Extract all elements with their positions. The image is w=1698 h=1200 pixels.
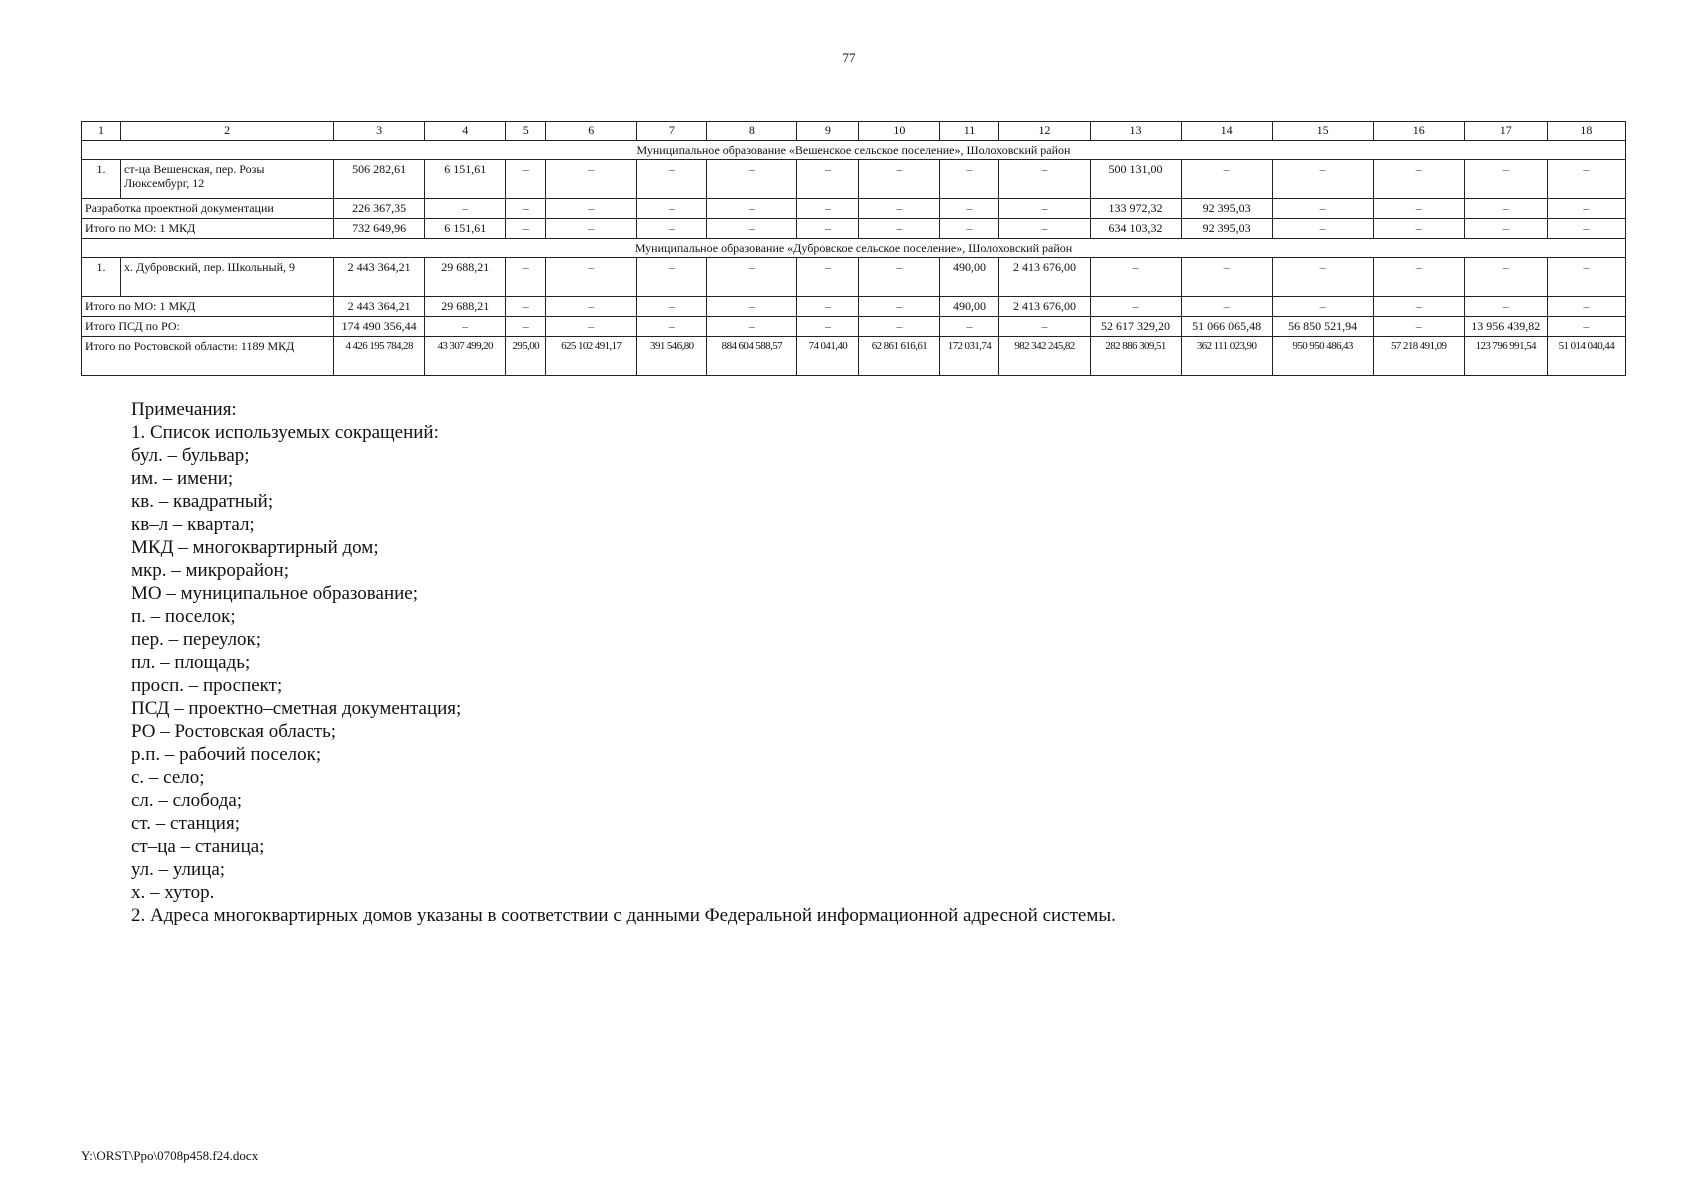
value-cell: – bbox=[637, 160, 707, 199]
value-cell: – bbox=[1464, 219, 1547, 239]
value-cell: 506 282,61 bbox=[334, 160, 425, 199]
value-cell: – bbox=[506, 219, 546, 239]
column-header: 18 bbox=[1547, 122, 1625, 141]
value-cell: – bbox=[1464, 199, 1547, 219]
value-cell: – bbox=[859, 258, 940, 297]
column-header: 5 bbox=[506, 122, 546, 141]
value-cell: – bbox=[506, 297, 546, 317]
column-header: 11 bbox=[940, 122, 999, 141]
column-header: 9 bbox=[797, 122, 859, 141]
total-row bbox=[82, 317, 1626, 337]
value-cell: – bbox=[859, 219, 940, 239]
total-label: Итого по Ростовской области: 1189 МКД bbox=[82, 337, 334, 376]
value-cell: – bbox=[637, 199, 707, 219]
value-cell: – bbox=[546, 199, 637, 219]
value-cell: – bbox=[707, 219, 797, 239]
row-address: ст-ца Вешенская, пер. Розы Люксембург, 12 bbox=[121, 160, 334, 199]
value-cell: – bbox=[1373, 317, 1464, 337]
value-cell: – bbox=[1373, 297, 1464, 317]
value-cell: – bbox=[999, 317, 1090, 337]
value-cell: – bbox=[859, 297, 940, 317]
value-cell: – bbox=[546, 258, 637, 297]
note-line: ст–ца – станица; bbox=[131, 836, 265, 857]
note-line: 1. Список используемых сокращений: bbox=[131, 422, 439, 443]
value-cell: 29 688,21 bbox=[425, 297, 506, 317]
value-cell: 51 014 040,44 bbox=[1547, 337, 1625, 376]
budget-table bbox=[81, 121, 1626, 376]
row-label: Итого по МО: 1 МКД bbox=[82, 219, 334, 239]
value-cell: 51 066 065,48 bbox=[1181, 317, 1272, 337]
value-cell: – bbox=[637, 317, 707, 337]
value-cell: 4 426 195 784,28 bbox=[334, 337, 425, 376]
value-cell: – bbox=[707, 258, 797, 297]
value-cell: – bbox=[859, 160, 940, 199]
value-cell: – bbox=[1272, 160, 1373, 199]
value-cell: – bbox=[637, 219, 707, 239]
note-line: ПСД – проектно–сметная документация; bbox=[131, 698, 462, 719]
row-label: Разработка проектной документации bbox=[82, 199, 334, 219]
note-line: МО – муниципальное образование; bbox=[131, 583, 419, 604]
value-cell: 391 546,80 bbox=[637, 337, 707, 376]
column-header: 15 bbox=[1272, 122, 1373, 141]
value-cell: – bbox=[999, 199, 1090, 219]
value-cell: – bbox=[999, 160, 1090, 199]
note-line: х. – хутор. bbox=[131, 882, 215, 903]
value-cell: 282 886 309,51 bbox=[1090, 337, 1181, 376]
value-cell: 982 342 245,82 bbox=[999, 337, 1090, 376]
value-cell: – bbox=[1272, 199, 1373, 219]
total-label: Итого ПСД по РО: bbox=[82, 317, 334, 337]
row-label: Итого по МО: 1 МКД bbox=[82, 297, 334, 317]
value-cell: – bbox=[797, 199, 859, 219]
note-line: МКД – многоквартирный дом; bbox=[131, 537, 379, 558]
value-cell: – bbox=[546, 219, 637, 239]
file-path-footer: Y:\ORST\Ppo\0708p458.f24.docx bbox=[81, 1148, 259, 1163]
value-cell: 92 395,03 bbox=[1181, 199, 1272, 219]
value-cell: 29 688,21 bbox=[425, 258, 506, 297]
table-row bbox=[82, 219, 1626, 239]
value-cell: 625 102 491,17 bbox=[546, 337, 637, 376]
note-line: РО – Ростовская область; bbox=[131, 721, 337, 742]
total-row bbox=[82, 337, 1626, 376]
column-header: 2 bbox=[121, 122, 334, 141]
value-cell: – bbox=[506, 160, 546, 199]
value-cell: 6 151,61 bbox=[425, 219, 506, 239]
value-cell: – bbox=[637, 297, 707, 317]
note-line: пер. – переулок; bbox=[131, 629, 262, 650]
note-line: п. – поселок; bbox=[131, 606, 236, 627]
value-cell: – bbox=[546, 297, 637, 317]
table-row bbox=[82, 297, 1626, 317]
notes-heading: Примечания: bbox=[131, 399, 237, 420]
column-header: 8 bbox=[707, 122, 797, 141]
note-line: просп. – проспект; bbox=[131, 675, 283, 696]
value-cell: – bbox=[797, 160, 859, 199]
value-cell: 13 956 439,82 bbox=[1464, 317, 1547, 337]
note-line: бул. – бульвар; bbox=[131, 445, 250, 466]
value-cell: 133 972,32 bbox=[1090, 199, 1181, 219]
note-line: кв–л – квартал; bbox=[131, 514, 255, 535]
page-number: 77 bbox=[842, 50, 856, 65]
value-cell: – bbox=[940, 160, 999, 199]
value-cell: – bbox=[506, 199, 546, 219]
value-cell: 2 443 364,21 bbox=[334, 297, 425, 317]
value-cell: 295,00 bbox=[506, 337, 546, 376]
value-cell: 500 131,00 bbox=[1090, 160, 1181, 199]
table-row bbox=[82, 199, 1626, 219]
value-cell: – bbox=[1547, 160, 1625, 199]
section-title-row bbox=[82, 239, 1626, 258]
section-title-row bbox=[82, 141, 1626, 160]
value-cell: – bbox=[707, 199, 797, 219]
note-line: ул. – улица; bbox=[131, 859, 226, 880]
table-body bbox=[82, 141, 1626, 376]
note-line: пл. – площадь; bbox=[131, 652, 251, 673]
value-cell: – bbox=[1272, 219, 1373, 239]
value-cell: – bbox=[1373, 199, 1464, 219]
value-cell: – bbox=[425, 317, 506, 337]
value-cell: 490,00 bbox=[940, 297, 999, 317]
value-cell: – bbox=[707, 160, 797, 199]
value-cell: – bbox=[1181, 160, 1272, 199]
notes-list bbox=[131, 421, 1116, 927]
value-cell: – bbox=[859, 317, 940, 337]
value-cell: – bbox=[1090, 258, 1181, 297]
value-cell: – bbox=[1373, 160, 1464, 199]
value-cell: – bbox=[999, 219, 1090, 239]
notes-block bbox=[131, 398, 1116, 927]
value-cell: 884 604 588,57 bbox=[707, 337, 797, 376]
value-cell: – bbox=[707, 317, 797, 337]
value-cell: 950 950 486,43 bbox=[1272, 337, 1373, 376]
value-cell: – bbox=[797, 258, 859, 297]
note-line: мкр. – микрорайон; bbox=[131, 560, 289, 581]
column-header: 1 bbox=[82, 122, 121, 141]
value-cell: – bbox=[797, 317, 859, 337]
value-cell: – bbox=[506, 258, 546, 297]
value-cell: 57 218 491,09 bbox=[1373, 337, 1464, 376]
value-cell: – bbox=[1272, 297, 1373, 317]
value-cell: – bbox=[859, 199, 940, 219]
column-header: 4 bbox=[425, 122, 506, 141]
column-header: 14 bbox=[1181, 122, 1272, 141]
value-cell: 490,00 bbox=[940, 258, 999, 297]
value-cell: – bbox=[940, 219, 999, 239]
column-header: 6 bbox=[546, 122, 637, 141]
table-row bbox=[82, 258, 1626, 297]
note-line: кв. – квадратный; bbox=[131, 491, 274, 512]
value-cell: 74 041,40 bbox=[797, 337, 859, 376]
value-cell: – bbox=[1547, 199, 1625, 219]
note-line: с. – село; bbox=[131, 767, 205, 788]
column-header: 10 bbox=[859, 122, 940, 141]
value-cell: 226 367,35 bbox=[334, 199, 425, 219]
value-cell: 634 103,32 bbox=[1090, 219, 1181, 239]
row-number: 1. bbox=[82, 160, 121, 199]
value-cell: 172 031,74 bbox=[940, 337, 999, 376]
value-cell: – bbox=[1181, 297, 1272, 317]
value-cell: – bbox=[1272, 258, 1373, 297]
value-cell: – bbox=[797, 297, 859, 317]
column-header: 7 bbox=[637, 122, 707, 141]
note-line: р.п. – рабочий поселок; bbox=[131, 744, 322, 765]
note-line: сл. – слобода; bbox=[131, 790, 243, 811]
value-cell: 6 151,61 bbox=[425, 160, 506, 199]
value-cell: 362 111 023,90 bbox=[1181, 337, 1272, 376]
value-cell: 43 307 499,20 bbox=[425, 337, 506, 376]
section-title: Муниципальное образование «Дубровское сельское поселение», Шолоховский район bbox=[82, 239, 1626, 258]
note-line: им. – имени; bbox=[131, 468, 234, 489]
value-cell: 52 617 329,20 bbox=[1090, 317, 1181, 337]
value-cell: – bbox=[1464, 258, 1547, 297]
value-cell: – bbox=[707, 297, 797, 317]
column-header-row bbox=[82, 122, 1626, 141]
value-cell: – bbox=[637, 258, 707, 297]
column-header: 12 bbox=[999, 122, 1090, 141]
note-line: ст. – станция; bbox=[131, 813, 240, 834]
value-cell: 123 796 991,54 bbox=[1464, 337, 1547, 376]
value-cell: 2 443 364,21 bbox=[334, 258, 425, 297]
value-cell: 56 850 521,94 bbox=[1272, 317, 1373, 337]
note-line: 2. Адреса многоквартирных домов указаны в соответствии с данными Федеральной информационной адресной системы. bbox=[131, 905, 1116, 926]
value-cell: – bbox=[1547, 258, 1625, 297]
table-row bbox=[82, 160, 1626, 199]
column-header: 13 bbox=[1090, 122, 1181, 141]
value-cell: 732 649,96 bbox=[334, 219, 425, 239]
column-header: 17 bbox=[1464, 122, 1547, 141]
value-cell: – bbox=[797, 219, 859, 239]
value-cell: – bbox=[546, 317, 637, 337]
value-cell: – bbox=[1373, 219, 1464, 239]
value-cell: – bbox=[940, 199, 999, 219]
row-number: 1. bbox=[82, 258, 121, 297]
column-header: 16 bbox=[1373, 122, 1464, 141]
value-cell: 92 395,03 bbox=[1181, 219, 1272, 239]
value-cell: – bbox=[1547, 297, 1625, 317]
value-cell: – bbox=[1464, 160, 1547, 199]
value-cell: 2 413 676,00 bbox=[999, 258, 1090, 297]
value-cell: 62 861 616,61 bbox=[859, 337, 940, 376]
column-header: 3 bbox=[334, 122, 425, 141]
value-cell: – bbox=[1181, 258, 1272, 297]
value-cell: – bbox=[425, 199, 506, 219]
section-title: Муниципальное образование «Вешенское сельское поселение», Шолоховский район bbox=[82, 141, 1626, 160]
value-cell: – bbox=[940, 317, 999, 337]
value-cell: – bbox=[1090, 297, 1181, 317]
value-cell: – bbox=[546, 160, 637, 199]
value-cell: – bbox=[1547, 219, 1625, 239]
value-cell: 2 413 676,00 bbox=[999, 297, 1090, 317]
value-cell: – bbox=[1373, 258, 1464, 297]
value-cell: – bbox=[1464, 297, 1547, 317]
value-cell: – bbox=[1547, 317, 1625, 337]
value-cell: 174 490 356,44 bbox=[334, 317, 425, 337]
row-address: х. Дубровский, пер. Школьный, 9 bbox=[121, 258, 334, 297]
value-cell: – bbox=[506, 317, 546, 337]
